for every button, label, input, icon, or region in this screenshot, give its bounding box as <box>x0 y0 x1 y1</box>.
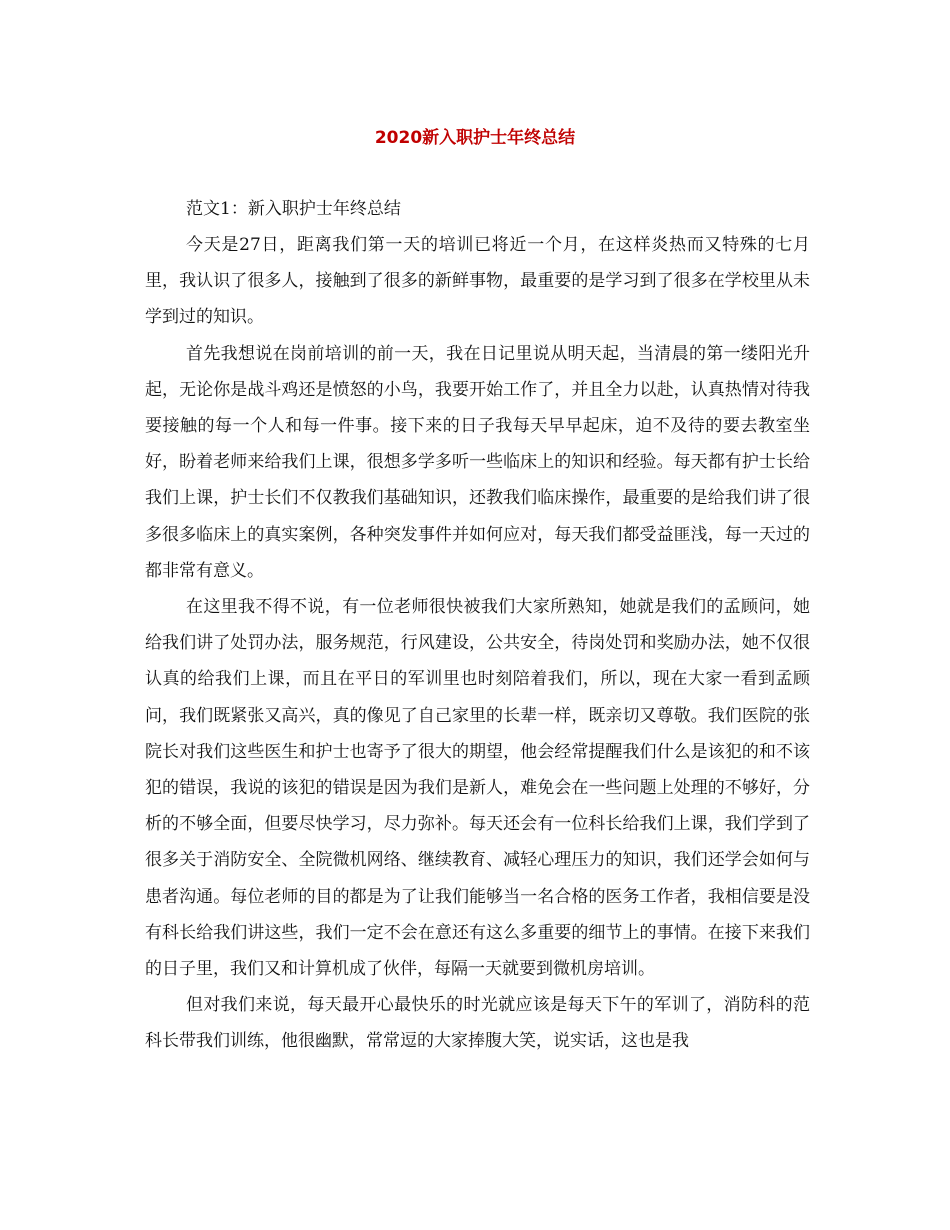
paragraph: 首先我想说在岗前培训的前一天，我在日记里说从明天起，当清晨的第一缕阳光升起，无论你是战斗鸡还是愤怒的小鸟，我要开始工作了，并且全力以赴，认真热情对待我要接触的每一个人和每一件事。接下来的日子我每天早早起床，迫不及待的要去教室坐好，盼着老师来给我们上课，很想多学多听一些临床上的知识和经验。每天都有护士长给我们上课，护士长们不仅教我们基础知识，还教我们临床操作，最重要的是给我们讲了很多很多临床上的真实案例，各种突发事件并如何应对，每天我们都受益匪浅，每一天过的都非常有意义。 <box>145 343 810 581</box>
paragraph: 在这里我不得不说，有一位老师很快被我们大家所熟知，她就是我们的孟顾问，她给我们讲了处罚办法，服务规范，行风建设，公共安全，待岗处罚和奖励办法，她不仅很认真的给我们上课，而且在平日的军训里也时刻陪着我们，所以，现在大家一看到孟顾问，我们既紧张又高兴，真的像见了自己家里的长辈一样，既亲切又尊敬。我们医院的张院长对我们这些医生和护士也寄予了很大的期望，他会经常提醒我们什么是该犯的和不该犯的错误，我说的该犯的错误是因为我们是新人，难免会在一些问题上处理的不够好，分析的不够全面，但要尽快学习，尽力弥补。每天还会有一位科长给我们上课，我们学到了很多关于消防安全、全院微机网络、继续教育、减轻心理压力的知识，我们还学会如何与患者沟通。每位老师的目的都是为了让我们能够当一名合格的医务工作者，我相信要是没有科长给我们讲这些，我们一定不会在意还有这么多重要的细节上的事情。在接下来我们的日子里，我们又和计算机成了伙伴，每隔一天就要到微机房培训。 <box>145 597 810 980</box>
paragraph: 但对我们来说，每天最开心最快乐的时光就应该是每天下午的军训了，消防科的范科长带我们训练，他很幽默，常常逗的大家捧腹大笑，说实话，这也是我 <box>145 995 810 1052</box>
document-subtitle: 范文1：新入职护士年终总结 <box>186 199 401 219</box>
paragraph: 今天是27日，距离我们第一天的培训已将近一个月，在这样炎热而又特殊的七月里，我认识了很多人，接触到了很多的新鲜事物，最重要的是学习到了很多在学校里从未学到过的知识。 <box>145 235 810 328</box>
document-body <box>145 227 810 1060</box>
document-title: 2020新入职护士年终总结 <box>374 128 576 148</box>
